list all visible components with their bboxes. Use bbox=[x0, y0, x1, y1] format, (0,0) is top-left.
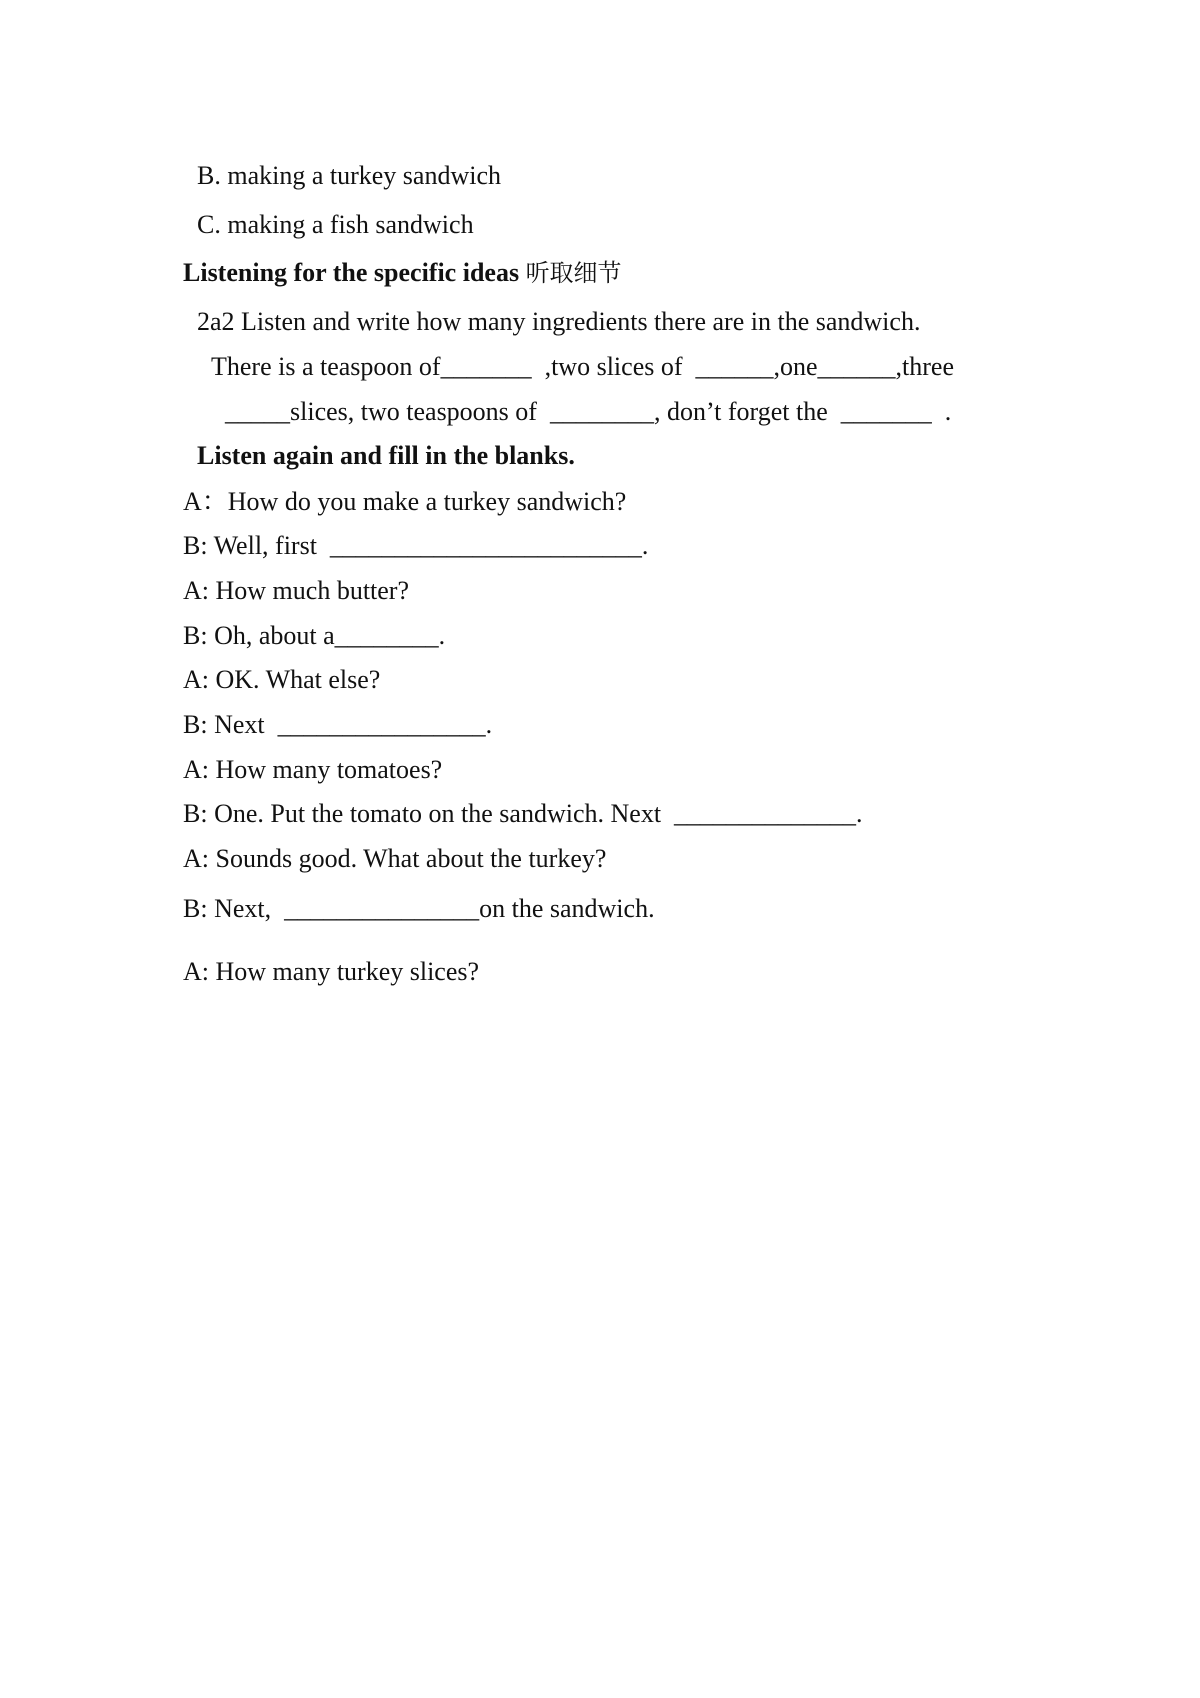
dialogue-line: B: One. Put the tomato on the sandwich. Next ______________. bbox=[183, 799, 863, 828]
task-2a2-blanks-line-2: _____slices, two teaspoons of ________, don’t forget the _______ . bbox=[225, 397, 952, 426]
option-b: B. making a turkey sandwich bbox=[197, 161, 501, 190]
dialogue-line: A: How much butter? bbox=[183, 576, 410, 605]
task-2a2-blanks-line-1: There is a teaspoon of_______ ,two slices of ______,one______,three bbox=[211, 352, 955, 381]
dialogue-line: A：How do you make a turkey sandwich? bbox=[183, 487, 627, 516]
listen-again-heading: Listen again and fill in the blanks. bbox=[197, 441, 575, 470]
task-2a2-instruction: 2a2 Listen and write how many ingredients there are in the sandwich. bbox=[197, 307, 921, 336]
dialogue-line: B: Next, _______________on the sandwich. bbox=[183, 894, 655, 923]
section-heading-chinese: 听取细节 bbox=[525, 259, 622, 287]
dialogue-line: A: Sounds good. What about the turkey? bbox=[183, 844, 607, 873]
dialogue-line: B: Well, first ________________________. bbox=[183, 531, 649, 560]
dialogue-line: B: Oh, about a________. bbox=[183, 621, 446, 650]
section-heading bbox=[183, 257, 622, 289]
option-c: C. making a fish sandwich bbox=[197, 210, 474, 239]
dialogue-line: A: How many turkey slices? bbox=[183, 957, 480, 986]
dialogue-line: B: Next ________________. bbox=[183, 710, 493, 739]
dialogue-line: A: How many tomatoes? bbox=[183, 755, 443, 784]
dialogue-line: A: OK. What else? bbox=[183, 665, 381, 694]
section-heading-english: Listening for the specific ideas bbox=[183, 258, 526, 287]
